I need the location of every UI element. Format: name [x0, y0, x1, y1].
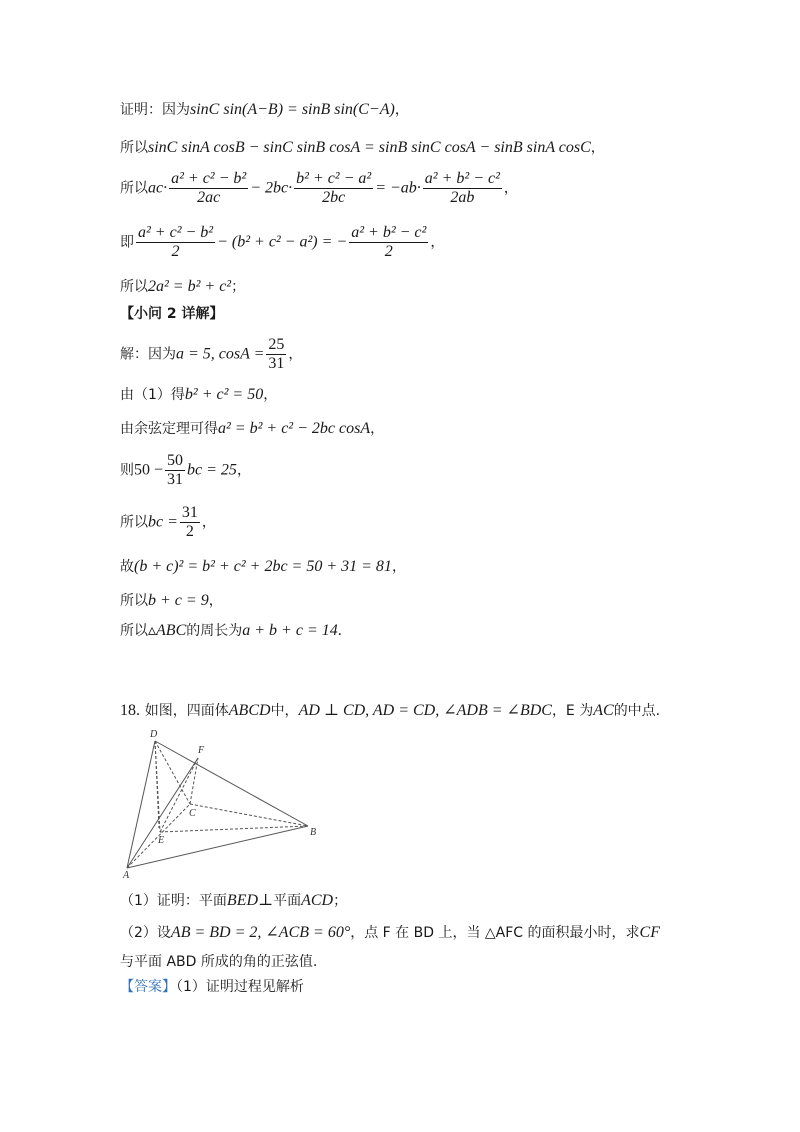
- solution-text: 由余弦定理可得: [120, 421, 218, 437]
- solution-text: 所以: [120, 623, 148, 639]
- punct: ，: [394, 102, 409, 118]
- denominator: 2: [185, 523, 194, 540]
- punct: ，: [201, 514, 216, 531]
- label-a: A: [123, 870, 130, 878]
- proof-line-3: [120, 170, 518, 207]
- label-f: F: [198, 745, 205, 756]
- solution-text: 故: [120, 559, 134, 575]
- problem-text: ，E 为: [551, 703, 594, 719]
- problem-text: 的中点.: [613, 703, 661, 719]
- perp-symbol: ⊥: [258, 892, 274, 909]
- punct: ，: [236, 462, 251, 479]
- proof-line-4: [120, 224, 444, 261]
- punct: ，: [370, 421, 385, 437]
- solution-line-5: [120, 504, 216, 541]
- problem-text: 中，: [270, 703, 299, 719]
- punct: ，: [590, 140, 605, 156]
- solution-text: 所以: [120, 514, 148, 531]
- solution-text: 所以: [120, 593, 148, 609]
- answer-text: （1）证明过程见解析: [176, 979, 304, 995]
- denominator: 2ac: [197, 189, 221, 206]
- equation: − (b² + c² − a²) = −: [217, 233, 348, 251]
- numerator: a² + b² − c²: [424, 170, 500, 187]
- proof-line-5: [120, 276, 245, 297]
- solution-line-6: [120, 556, 406, 577]
- punct: ，: [208, 593, 223, 609]
- solution-line-7: [120, 590, 223, 611]
- punct: ；: [231, 279, 246, 295]
- equation: = −ab·: [375, 179, 421, 197]
- tetrahedron-diagram: [122, 728, 332, 878]
- problem-18-statement: [120, 700, 660, 721]
- answer-line: [120, 976, 304, 997]
- conditions: AB = BD = 2, ∠ACB = 60°: [170, 924, 351, 941]
- solution-line-1: [120, 336, 302, 373]
- proof-text: 所以: [120, 140, 148, 156]
- proof-text: 证明：因为: [120, 102, 190, 118]
- label-e: E: [158, 835, 165, 846]
- fraction: [165, 452, 185, 489]
- punct: ；: [333, 893, 348, 909]
- question-text: ，点 F 在 BD 上，当 △AFC 的面积最小时，求: [350, 925, 640, 941]
- denominator: 2: [171, 243, 180, 260]
- punct: ，: [288, 346, 303, 363]
- label-c: C: [189, 808, 196, 819]
- tetrahedron-figure: [122, 728, 332, 882]
- equation: − 2bc·: [250, 179, 293, 197]
- solution-line-2: [120, 384, 277, 405]
- solution-text: 由（1）得: [120, 387, 185, 403]
- denominator: 31: [167, 471, 184, 488]
- denominator: 2: [384, 243, 393, 260]
- equation: a = 5, cosA =: [176, 345, 265, 363]
- question-2-continued: 与平面 ABD 所成的角的正弦值.: [120, 954, 318, 970]
- problem-text: 如图，四面体: [144, 703, 229, 719]
- equation: bc = 25: [187, 461, 237, 479]
- fraction: [180, 504, 200, 541]
- equation: sinC sinA cosB − sinC sinB cosA = sinB sinC cosA − sinB sinA cosC: [148, 139, 591, 156]
- equation: ac·: [148, 179, 168, 197]
- question-2: [120, 922, 660, 943]
- punct: ，: [503, 180, 518, 197]
- denominator: 2ab: [450, 189, 475, 206]
- denominator: 31: [268, 355, 285, 372]
- equation: (b + c)² = b² + c² + 2bc = 50 + 31 = 81: [134, 558, 392, 575]
- numerator: a² + c² − b²: [171, 170, 247, 187]
- segment-ac: AC: [593, 702, 614, 719]
- question-number: （2）: [120, 925, 157, 941]
- punct: ，: [263, 387, 278, 403]
- fraction: [294, 170, 373, 207]
- punct: ，: [391, 559, 406, 575]
- equation: a + b + c = 14: [242, 622, 338, 639]
- proof-text: 所以: [120, 279, 148, 295]
- section-heading: 【小问 2 详解】: [120, 306, 224, 322]
- question-text: 平面: [273, 893, 302, 909]
- plane-bed: BED: [226, 892, 259, 909]
- fraction: [169, 170, 248, 207]
- equation: bc =: [148, 513, 178, 531]
- conditions: AD ⊥ CD, AD = CD, ∠ADB = ∠BDC: [298, 702, 552, 719]
- solution-line-8: [120, 620, 342, 641]
- numerator: 50: [167, 452, 184, 469]
- proof-line-1: [120, 99, 409, 120]
- segment-cf: CF: [639, 924, 660, 941]
- tetrahedron-name: ABCD: [228, 702, 271, 719]
- numerator: 31: [181, 504, 198, 521]
- punct: ，: [430, 234, 445, 251]
- punct: .: [337, 622, 342, 639]
- numerator: b² + c² − a²: [296, 170, 372, 187]
- fraction: [349, 224, 428, 261]
- label-b: B: [310, 827, 317, 838]
- fraction: [423, 170, 502, 207]
- equation: sinC sin(A−B) = sinB sin(C−A): [190, 101, 395, 118]
- solution-text: 解：因为: [120, 346, 176, 363]
- denominator: 2bc: [322, 189, 346, 206]
- label-d: D: [150, 729, 158, 740]
- proof-text: 即: [120, 234, 134, 251]
- solution-line-4: [120, 452, 251, 489]
- triangle-abc: ▵ABC: [148, 622, 187, 639]
- equation: 50 −: [134, 461, 164, 479]
- equation: 2a² = b² + c²: [148, 278, 232, 295]
- fraction: [266, 336, 286, 373]
- numerator: a² + c² − b²: [138, 224, 214, 241]
- question-1: [120, 890, 347, 911]
- solution-line-3: [120, 418, 384, 439]
- question-number: （1）: [120, 893, 157, 909]
- solution-text: 的周长为: [186, 623, 243, 639]
- proof-line-2: [120, 137, 605, 158]
- fraction: [136, 224, 215, 261]
- numerator: 25: [268, 336, 285, 353]
- equation: a² = b² + c² − 2bc cosA: [218, 420, 371, 437]
- proof-text: 所以: [120, 180, 148, 197]
- question-text: 证明：平面: [156, 893, 227, 909]
- numerator: a² + b² − c²: [351, 224, 427, 241]
- question-text: 设: [156, 925, 171, 941]
- equation: b + c = 9: [148, 592, 209, 609]
- answer-label: 【答案】: [120, 979, 176, 995]
- equation: b² + c² = 50: [184, 386, 264, 403]
- plane-acd: ACD: [301, 892, 334, 909]
- solution-text: 则: [120, 462, 134, 479]
- problem-number: 18.: [120, 702, 140, 719]
